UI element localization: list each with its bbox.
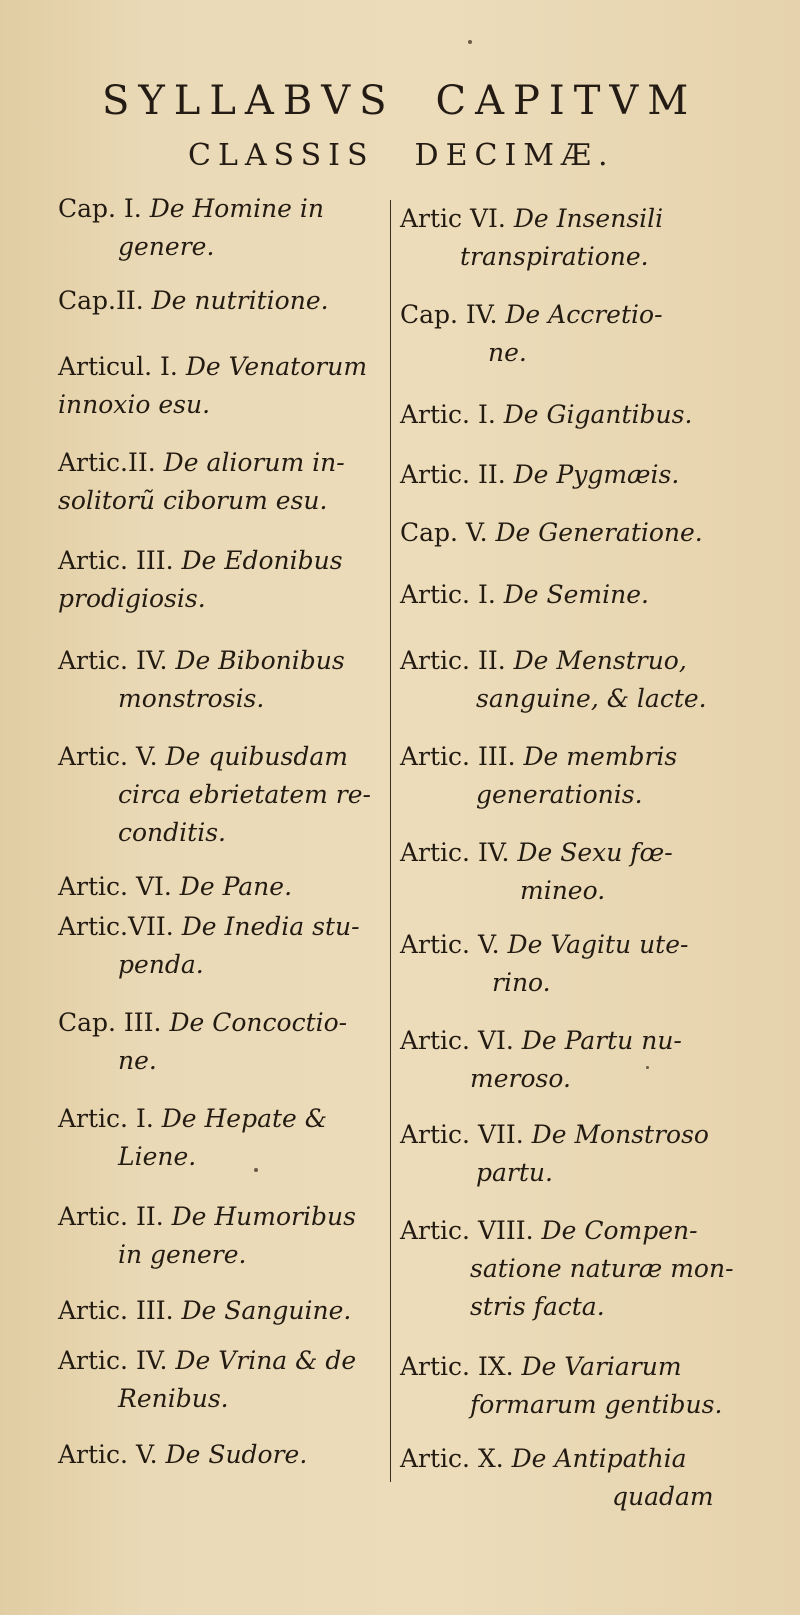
toc-entry[interactable] [400,642,780,718]
entry-title: De nutritione. [151,286,329,315]
entry-title-cont: satione naturæ mon- [470,1254,734,1283]
entry-heading: Artic. V. [400,930,500,959]
toc-entry[interactable] [400,834,780,910]
entry-title: De Monstroso [531,1120,709,1149]
entry-heading: Artic. VII. [400,1120,524,1149]
toc-entry[interactable] [400,396,780,434]
entry-title-cont: quadam [612,1482,714,1511]
entry-heading: Artic. VIII. [400,1216,534,1245]
toc-entry[interactable] [400,1116,780,1192]
entry-title-cont: circa ebrietatem re- [118,780,371,809]
entry-heading: Artic. IV. [58,1346,168,1375]
entry-title: De Sanguine. [181,1296,352,1325]
entry-title: De Pane. [179,872,293,901]
entry-heading: Cap. I. [58,194,142,223]
entry-title-cont: solitorũ ciborum esu. [58,486,328,515]
toc-entry[interactable] [400,738,780,814]
entry-title-cont: innoxio esu. [58,390,211,419]
entry-title: De Insensili [513,204,664,233]
entry-title-cont: sanguine, & lacte. [476,684,707,713]
toc-entry[interactable] [58,738,398,852]
entry-title: De Inedia stu- [181,912,360,941]
entry-title: De Generatione. [495,518,703,547]
entry-title: De aliorum in- [163,448,345,477]
toc-entry[interactable] [58,642,398,718]
entry-heading: Artic.II. [58,448,156,477]
entry-heading: Artic. III. [58,546,174,575]
entry-title: De Gigantibus. [503,400,693,429]
toc-entry[interactable] [58,1292,398,1330]
entry-heading: Artic. I. [58,1104,154,1133]
toc-entry[interactable] [400,576,780,614]
toc-entry[interactable] [58,908,398,984]
toc-entry[interactable] [58,1342,398,1418]
entry-title: De Homine in [149,194,324,223]
entry-title: De membris [523,742,678,771]
entry-title: De Pygmæis. [513,460,680,489]
entry-title-cont: monstrosis. [118,684,265,713]
entry-title: De Variarum [521,1352,682,1381]
entry-title: De quibusdam [165,742,348,771]
entry-title-cont: Renibus. [118,1384,229,1413]
entry-title-cont: ne. [118,1046,157,1075]
entry-heading: Artic. IV. [400,838,510,867]
toc-entry[interactable] [58,1004,398,1080]
entry-title-cont: formarum gentibus. [470,1390,723,1419]
entry-heading: Artic. I. [400,580,496,609]
entry-title-cont: generationis. [476,780,643,809]
entry-heading: Artic.VII. [58,912,174,941]
entry-title: De Concoctio- [169,1008,348,1037]
entry-heading: Artic. VI. [400,1026,514,1055]
entry-title-cont: prodigiosis. [58,584,206,613]
paper-speck [254,1168,258,1172]
toc-entry[interactable] [400,1440,780,1516]
entry-title-cont: mineo. [520,876,606,905]
paper-speck [468,40,472,44]
toc-entry[interactable] [400,1212,780,1326]
entry-title-cont: genere. [118,232,215,261]
entry-heading: Artic. II. [400,646,506,675]
entry-title: De Partu nu- [521,1026,682,1055]
entry-heading: Artic. II. [400,460,506,489]
paper-speck [646,1066,649,1069]
entry-heading: Artic. V. [58,742,158,771]
toc-entry[interactable] [58,348,398,424]
entry-heading: Artic. X. [400,1444,504,1473]
entry-title-cont: meroso. [470,1064,571,1093]
entry-title: De Edonibus [181,546,343,575]
toc-entry[interactable] [400,514,780,552]
entry-title: De Antipathia [511,1444,687,1473]
title-word: CAPITVM [435,78,698,124]
subtitle-word: DECIMÆ. [414,138,615,173]
entry-title: De Semine. [503,580,649,609]
entry-heading: Artic. V. [58,1440,158,1469]
entry-heading: Cap. V. [400,518,488,547]
entry-title: De Hepate & [161,1104,328,1133]
entry-heading: Artic. II. [58,1202,164,1231]
page-title [102,78,697,124]
entry-heading: Cap. III. [58,1008,162,1037]
entry-heading: Artic VI. [400,204,506,233]
entry-title-cont: stris facta. [470,1292,605,1321]
entry-title: De Menstruo, [513,646,687,675]
toc-entry[interactable] [400,456,780,494]
entry-heading: Cap.II. [58,286,144,315]
title-word: SYLLABVS [102,78,396,124]
entry-title-cont: in genere. [118,1240,247,1269]
toc-entry[interactable] [58,542,398,618]
entry-title-cont: partu. [476,1158,553,1187]
entry-heading: Artic. IX. [400,1352,514,1381]
entry-title: De Vrina & de [175,1346,357,1375]
toc-entry[interactable] [400,1022,780,1098]
toc-entry[interactable] [400,296,780,372]
entry-title: De Sudore. [165,1440,308,1469]
entry-title: De Accretio- [505,300,663,329]
entry-heading: Artic. III. [58,1296,174,1325]
entry-title: De Compen- [541,1216,698,1245]
toc-entry[interactable] [58,1100,398,1176]
toc-entry[interactable] [400,200,780,276]
entry-title: De Humoribus [171,1202,356,1231]
toc-entry[interactable] [58,444,398,520]
toc-entry[interactable] [58,282,398,320]
entry-title: De Sexu fœ- [517,838,673,867]
toc-entry[interactable] [58,190,398,266]
page-subtitle [188,138,615,173]
entry-title-cont: penda. [118,950,204,979]
entry-title: De Bibonibus [175,646,345,675]
entry-title-cont: rino. [492,968,551,997]
entry-title-cont: ne. [488,338,527,367]
entry-heading: Cap. IV. [400,300,498,329]
entry-title-cont: conditis. [118,818,226,847]
subtitle-word: CLASSIS [188,138,375,173]
entry-heading: Artic. IV. [58,646,168,675]
entry-heading: Artic. I. [400,400,496,429]
entry-heading: Artic. III. [400,742,516,771]
toc-entry[interactable] [58,1198,398,1274]
entry-title-cont: Liene. [118,1142,197,1171]
entry-heading: Articul. I. [58,352,178,381]
entry-title: De Venatorum [185,352,368,381]
toc-entry[interactable] [58,1436,398,1474]
entry-title-cont: transpiratione. [460,242,649,271]
toc-entry[interactable] [58,868,398,906]
toc-entry[interactable] [400,1348,780,1424]
entry-heading: Artic. VI. [58,872,172,901]
entry-title: De Vagitu ute- [507,930,689,959]
toc-entry[interactable] [400,926,780,1002]
